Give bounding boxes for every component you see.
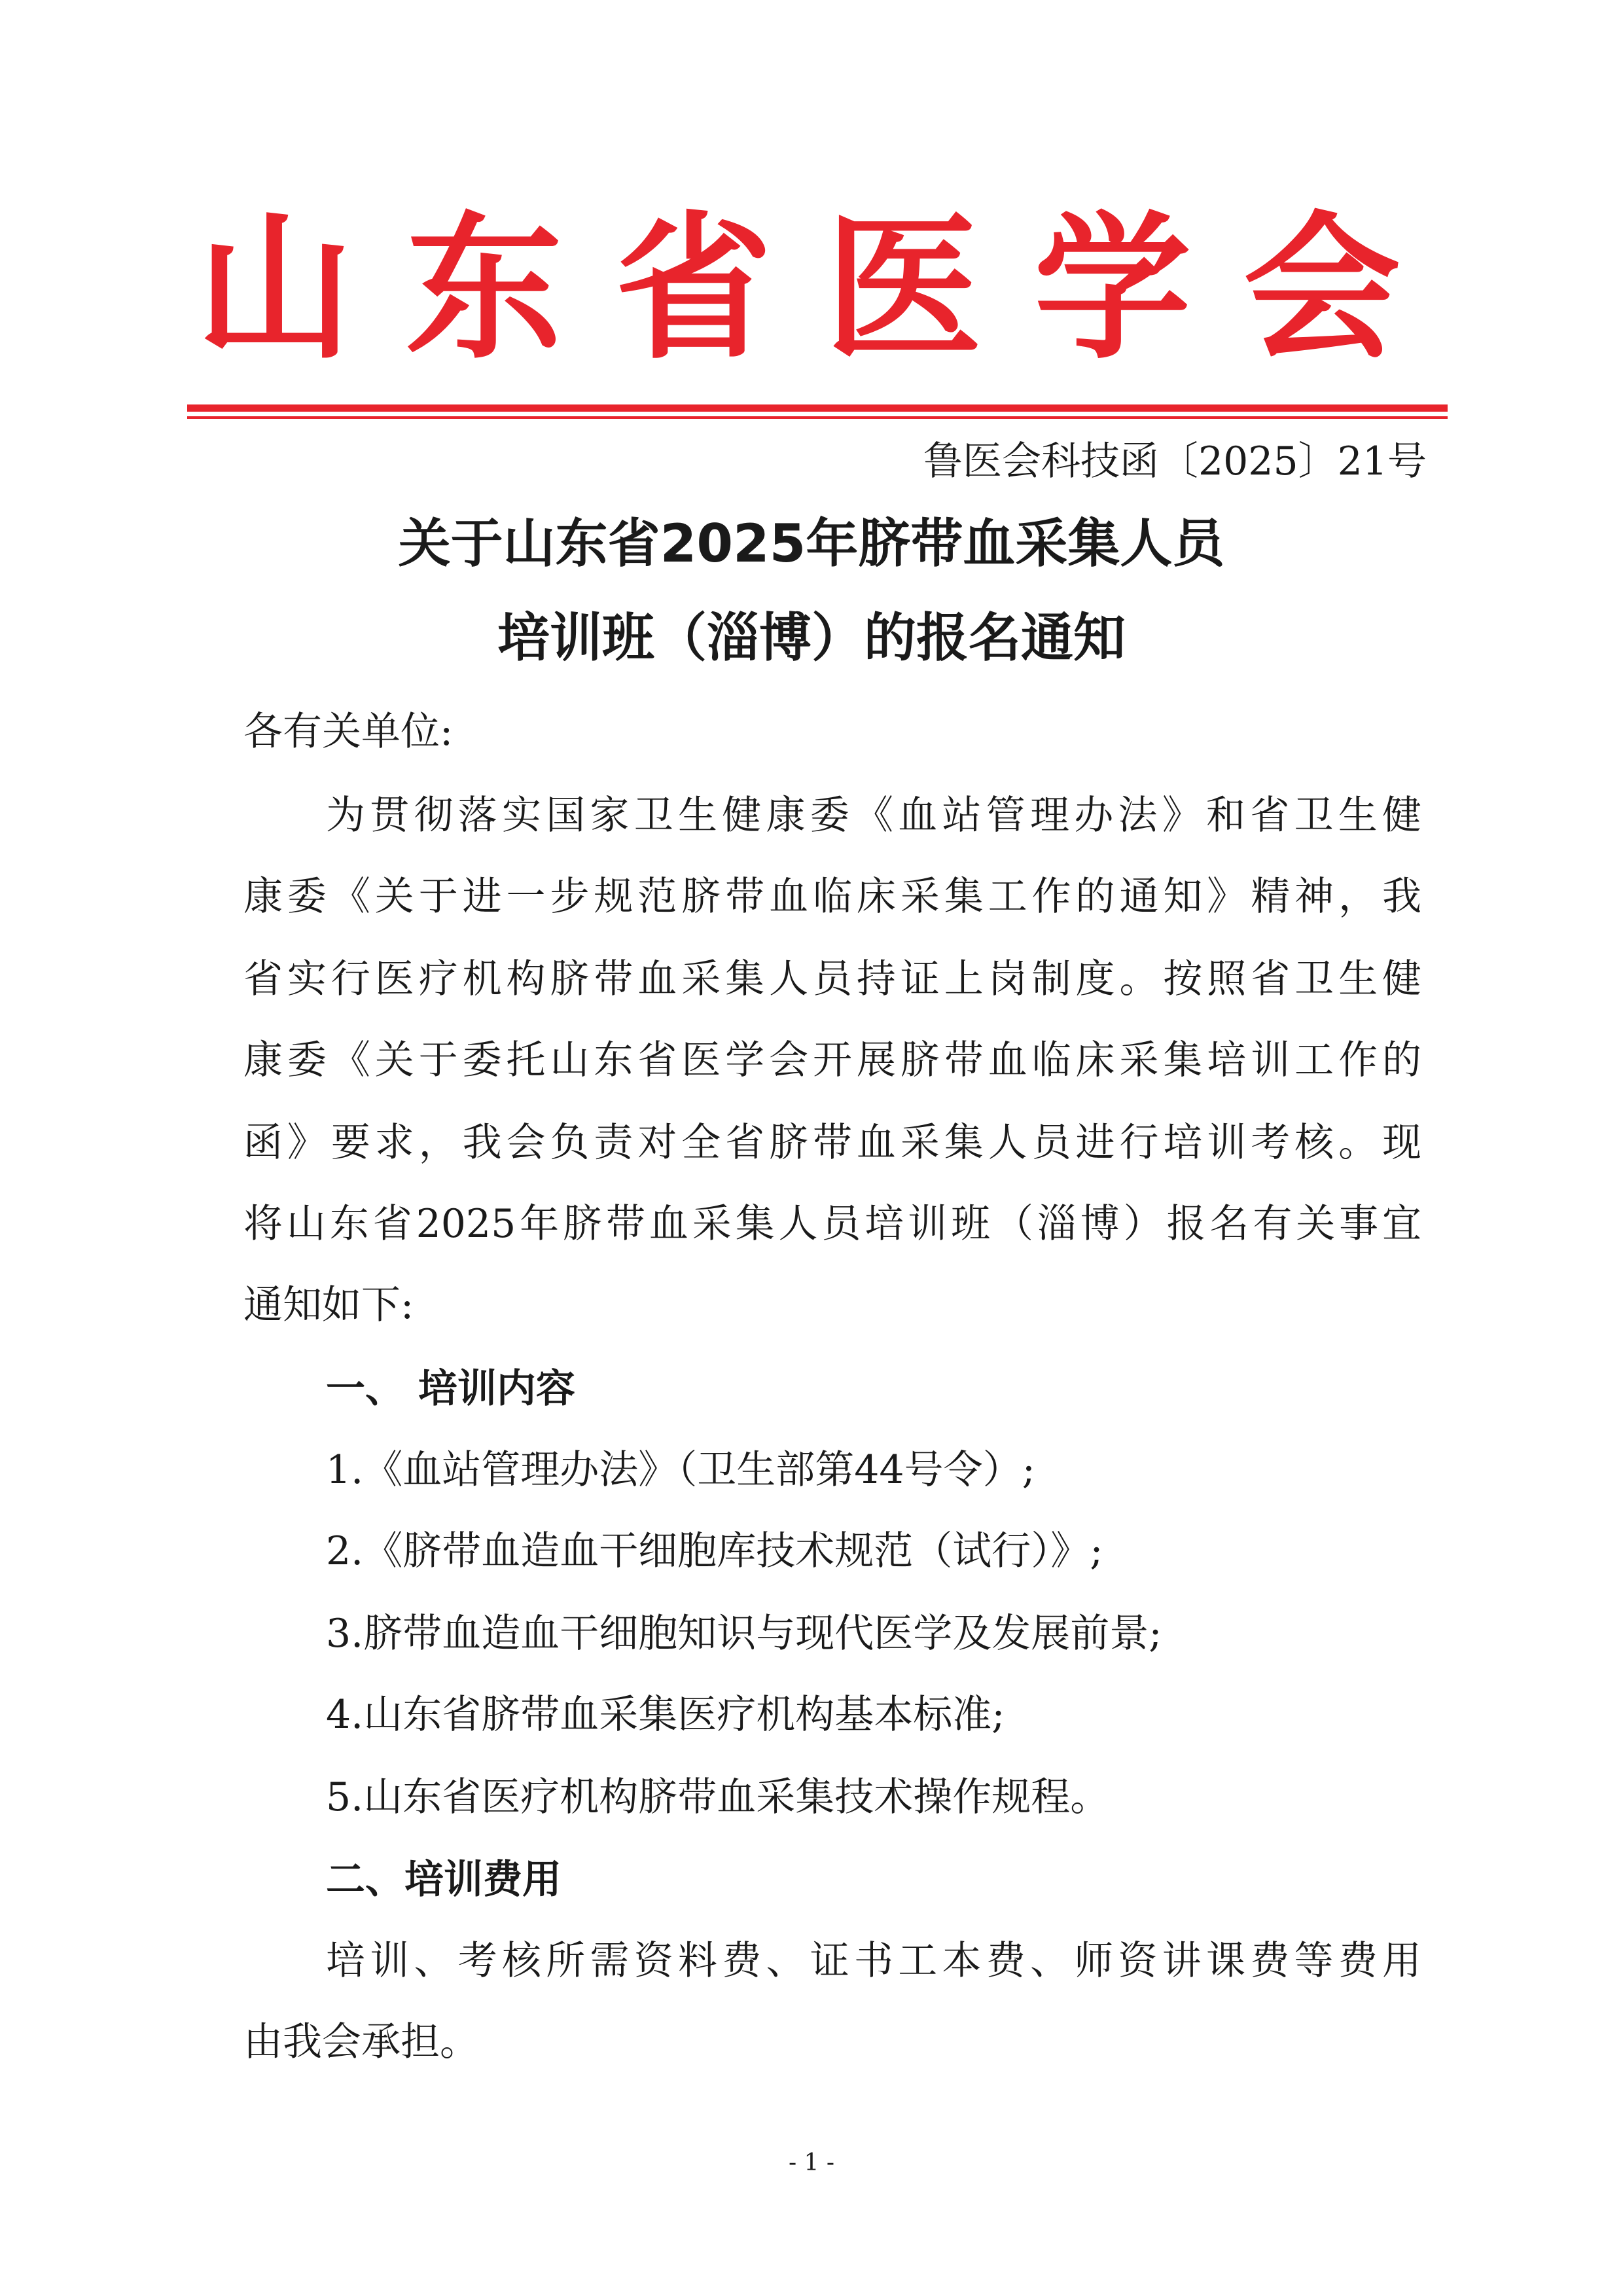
intro-paragraph-line: 将山东省2025年脐带血采集人员培训班（淄博）报名有关事宜 [243, 1201, 1421, 1247]
intro-paragraph-line: 省实行医疗机构脐带血采集人员持证上岗制度。按照省卫生健 [243, 956, 1421, 1002]
fees-paragraph-line: 培训、考核所需资料费、证书工本费、师资讲课费等费用 [326, 1938, 1421, 1984]
section-heading-training-content: 一、 培训内容 [326, 1366, 575, 1412]
doc-title-line-2: 培训班（淄博）的报名通知 [497, 607, 1126, 668]
section-heading-training-fees: 二、培训费用 [326, 1857, 562, 1903]
intro-paragraph-line: 康委《关于委托山东省医学会开展脐带血临床采集培训工作的 [243, 1037, 1421, 1083]
list-item: 5.山东省医疗机构脐带血采集技术操作规程。 [326, 1774, 1110, 1820]
salutation: 各有关单位: [243, 709, 454, 755]
fees-paragraph-line: 由我会承担。 [243, 2019, 479, 2065]
intro-paragraph-line: 通知如下: [243, 1282, 414, 1328]
list-item: 1.《血站管理办法》（卫生部第44号令）; [326, 1447, 1035, 1493]
header-rule-thin [187, 416, 1448, 419]
list-item: 4.山东省脐带血采集医疗机构基本标准; [326, 1692, 1005, 1738]
doc-title-line-1: 关于山东省2025年脐带血采集人员 [398, 513, 1225, 574]
intro-paragraph-line: 函》要求，我会负责对全省脐带血采集人员进行培训考核。现 [243, 1120, 1421, 1166]
list-item: 3.脐带血造血干细胞知识与现代医学及发展前景; [326, 1611, 1162, 1657]
intro-paragraph-line: 为贯彻落实国家卫生健康委《血站管理办法》和省卫生健 [326, 793, 1421, 838]
org-header: 山东省医学会 [196, 196, 1454, 380]
doc-number: 鲁医会科技函〔2025〕21号 [923, 439, 1427, 484]
list-item: 2.《脐带血造血干细胞库技术规范（试行）》; [326, 1528, 1103, 1574]
header-rule-thick [187, 404, 1448, 412]
intro-paragraph-line: 康委《关于进一步规范脐带血临床采集工作的通知》精神，我 [243, 874, 1421, 920]
page-number: - 1 - [788, 2149, 835, 2176]
